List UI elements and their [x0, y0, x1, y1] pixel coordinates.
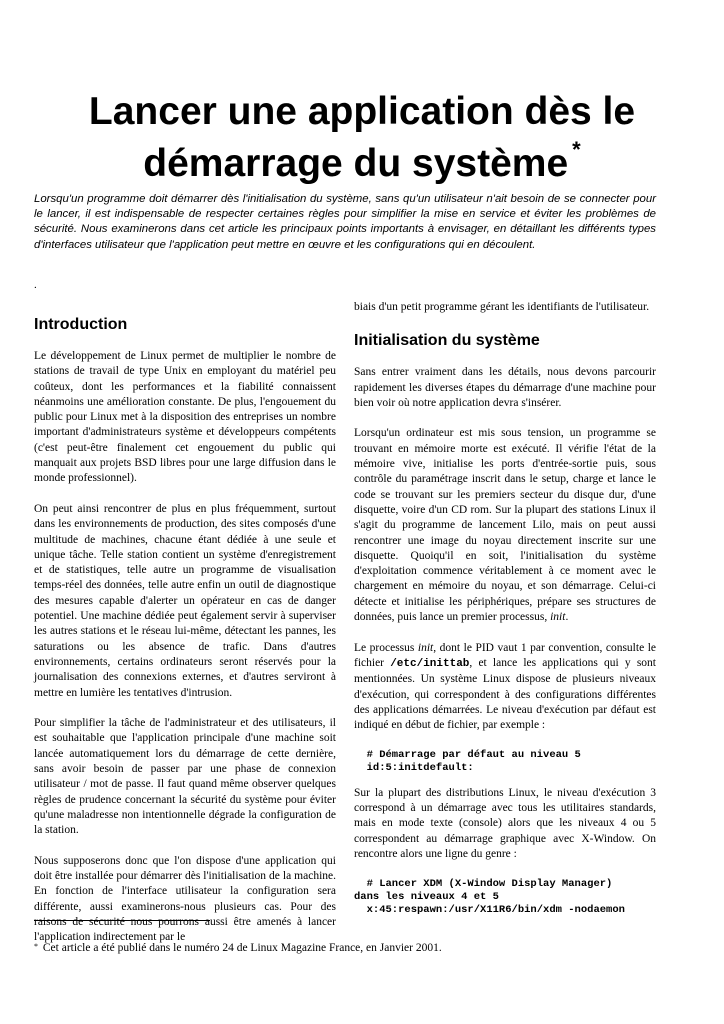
- init-paragraph-3-c: , et lance les applications qui y sont mentionnées. Un système Linux dispose de plusieurs niveaux d'exécution, qui correspondent à des configurations différentes des applications démarrées. Le niveau d'exécution par défaut est indiqué en début de fichier, par exemple :: [354, 656, 656, 732]
- init-paragraph-2-end: .: [565, 611, 569, 624]
- code-line: dans les niveaux 4 et 5: [354, 890, 499, 903]
- init-paragraph-1: Sans entrer vraiment dans les détails, nous devons parcourir rapidement les diverses étapes du démarrage d'une machine pour bien voir où notre application devra s'insérer.: [354, 366, 656, 409]
- code-line: # Lancer XDM (X-Window Display Manager): [354, 877, 613, 890]
- intro-paragraph-5: biais d'un petit programme gérant les identifiants de l'utilisateur.: [354, 301, 650, 313]
- left-column: [34, 300, 336, 961]
- intro-paragraph-4: Nous supposerons donc que l'on dispose d'une application qui doit être installée pour démarrer dès l'initialisation de la machine. En fonction de l'interface utilisateur la configuration sera différente, aussi examinerons-nous plusieurs cas. Pour des raisons de sécurité nous pourrons aussi être amenés à lancer l'application indirectement par le: [34, 854, 336, 944]
- title-footnote-marker: *: [572, 137, 581, 162]
- init-paragraph-3: [354, 641, 656, 734]
- init-paragraph-2: [354, 426, 656, 625]
- init-paragraph-3-b: , dont le PID vaut 1 par convention, consulte le fichier: [354, 641, 656, 669]
- code-line: # Démarrage par défaut au niveau 5: [354, 748, 581, 761]
- section-separator: .: [34, 279, 37, 291]
- code-line: id:5:initdefault:: [354, 761, 474, 774]
- title-text: Lancer une application dès le démarrage du système: [88, 90, 636, 185]
- code-line: x:45:respawn:/usr/X11R6/bin/xdm -nodaemon: [354, 903, 625, 916]
- init-process-name-2: init: [417, 641, 434, 654]
- right-column: [354, 300, 656, 928]
- footnote-rule: [34, 920, 210, 921]
- footnote-marker: *: [34, 942, 38, 951]
- abstract: Lorsqu'un programme doit démarrer dès l'initialisation du système, sans qu'un utilisateur n'ait besoin de se connecter pour le lancer, il est indispensable de respecter certaines règles pour simplifier la mise en service et éviter les problèmes de sécurité. Nous examinerons dans cet article les principaux points importants à envisager, en détaillant les différents types d'interfaces utilisateur que l'application peut mettre en œuvre et les configurations qui en découlent.: [34, 193, 656, 251]
- init-paragraph-2-text: Lorsqu'un ordinateur est mis sous tension, un programme se trouvant en mémoire morte est exécuté. Il vérifie l'état de la mémoire vive, initialise les ports d'entrée-sortie puis, sous contrôle du paramétrage inscrit dans le setup, charge et lance le code se trouvant sur les premiers secteur du disque dur, d'une disquette, voire d'un CD rom. Sur la plupart des stations Linux il s'agit du programme de lancement Lilo, mais on peut aussi rencontrer une image du noyau directement inscrite sur une disquette. Quoiqu'il en soit, l'initialisation du système d'exploitation commence véritablement à ce moment avec le chargement en mémoire du noyau, et son démarrage. Celui-ci détecte et initialise les périphériques, prépare ses structures de données, puis lance un premier processus,: [354, 427, 656, 624]
- intro-heading: Introduction: [34, 316, 128, 333]
- intro-paragraph-3: Pour simplifier la tâche de l'administrateur et des utilisateurs, il est souhaitable que l'application principale d'une machine soit lancée automatiquement lors du démarrage de cette dernière, sans avoir besoin de passer par une phase de connexion utilisateur / mot de passe. Il faut quand même observer quelques règles de prudence concernant la sécurité du système pour éviter qu'une maladresse non intentionnelle dégrade la configuration de la station.: [34, 717, 336, 837]
- init-heading: Initialisation du système: [354, 332, 540, 350]
- init-paragraph-3-a: Le processus: [354, 641, 418, 654]
- code-block-initdefault: [354, 749, 656, 775]
- inittab-path: /etc/inittab: [390, 657, 470, 670]
- article-title: [20, 86, 704, 190]
- footnote: [34, 941, 674, 956]
- code-block-xdm: [354, 878, 656, 917]
- init-paragraph-4: Sur la plupart des distributions Linux, le niveau d'exécution 3 correspond à un démarrage avec tous les utilitaires standards, mais en mode texte (console) alors que les niveaux 4 ou 5 correspondent au démarrage graphique avec X-Window. On rencontre alors une ligne du genre :: [354, 786, 656, 860]
- footnote-text: Cet article a été publié dans le numéro 24 de Linux Magazine France, en Janvier 2001.: [40, 942, 442, 954]
- intro-paragraph-2: On peut ainsi rencontrer de plus en plus fréquemment, surtout dans les environnements de production, des sites composés d'une multitude de machines, chacune étant dédiée à une seule et unique tâche. Telle station contient un système d'enregistrement et de statistiques, telle autre un programme de visualisation temps-réel des données, telle autre enfin un outil de diagnostique des mesures capable d'alerter un opérateur en cas de danger potentiel. Une machine dédiée peut également servir à superviser les autres stations et le réseau lui-même, détectant les pannes, les saturations ou les absence de trafic. Dans d'autres environnements, certains ordinateurs seront réservés pour la journalisation des connexions externes, et d'autres serviront à mettre en lumière les tentatives d'intrusion.: [34, 502, 336, 699]
- init-process-name: init: [550, 611, 566, 624]
- intro-paragraph-1: Le développement de Linux permet de multiplier le nombre de stations de travail de type Unix en employant du matériel peu coûteux, dont les performances et la fiabilité connaissent néanmoins une amélioration constante. De plus, l'engouement du public pour Linux met à la disposition des entreprises un nombre important d'administrateurs système et développeurs compétents (c'est peut-être finalement cet engouement du public qui manquait aux projets BSD libres pour une large diffusion dans le monde professionnel).: [34, 350, 336, 485]
